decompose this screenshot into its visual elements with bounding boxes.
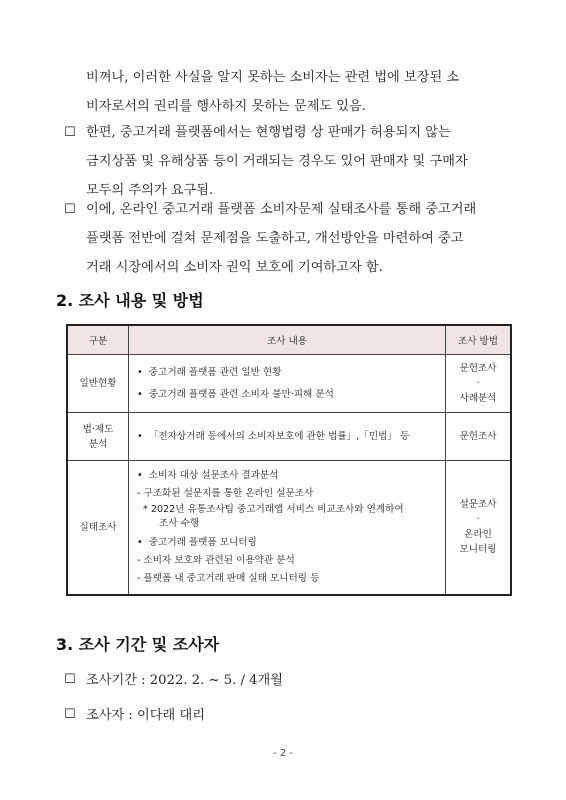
investigator: 조사자 : 이다래 대리: [86, 708, 205, 723]
paragraph1-line-3: 모두의 주의가 요구됨.: [86, 183, 214, 198]
table-row: [67, 461, 511, 595]
checkbox-bullet-icon: ☐: [64, 202, 76, 217]
list-item: • 「전자상거래 등에서의 소비자보호에 관한 법률」,「민법」 등: [137, 430, 410, 442]
row3-category: 실태조사: [67, 461, 129, 595]
checkbox-bullet-icon: ☐: [64, 125, 76, 140]
paragraph1-line-1: 한편, 중고거래 플랫폼에서는 현행법령 상 판매가 허용되지 않는: [86, 125, 451, 140]
header-content: 조사 내용: [129, 325, 446, 355]
checkbox-bullet-icon: ☐: [64, 707, 76, 722]
row2-content: [129, 413, 446, 461]
row1-category: 일반현황: [67, 355, 129, 413]
checkbox-bullet-icon: ☐: [64, 672, 76, 687]
survey-table: [66, 324, 512, 596]
table-row: [67, 413, 511, 461]
row3-content: [129, 461, 446, 595]
row1-method: 문헌조사 · 사례분석: [446, 355, 512, 413]
list-item: - 소비자 보호와 관련된 이용약관 분석: [137, 554, 295, 566]
paragraph2-line-3: 거래 시장에서의 소비자 권익 보호에 기여하고자 함.: [86, 260, 383, 275]
row3-method: 설문조사 · 온라인 모니터링: [446, 461, 512, 595]
list-item: - 구조화된 설문지를 통한 온라인 설문조사: [137, 487, 314, 499]
page-number: - 2 -: [273, 748, 293, 759]
header-category: 구분: [67, 325, 129, 355]
section2-title: 2. 조사 내용 및 방법: [56, 291, 204, 310]
footnote-line: * 2022년 유통조사팀 중고거래앱 서비스 비교조사와 연계하여: [143, 503, 404, 515]
row2-method: 문헌조사: [446, 413, 512, 461]
paragraph2-line-1: 이에, 온라인 중고거래 플랫폼 소비자문제 실태조사를 통해 중고거래: [86, 202, 477, 217]
list-item: • 중고거래 플랫폼 관련 소비자 불만·피해 분석: [137, 388, 334, 400]
survey-period: 조사기간 : 2022. 2. ~ 5. / 4개월: [86, 673, 284, 688]
paragraph1-line-2: 금지상품 및 유해상품 등이 거래되는 경우도 있어 판매자 및 구매자: [86, 154, 468, 169]
paragraph2-line-2: 플랫폼 전반에 걸쳐 문제점을 도출하고, 개선방안을 마련하여 중고: [86, 231, 464, 246]
footnote-line: 조사 수행: [159, 517, 200, 529]
header-method: 조사 방법: [446, 325, 512, 355]
list-item: • 중고거래 플랫폼 모니터링: [137, 536, 257, 548]
row2-category: 법·제도 분석: [67, 413, 129, 461]
intro-line-2: 비자로서의 권리를 행사하지 못하는 문제도 있음.: [86, 99, 366, 114]
table-row: [67, 355, 511, 413]
list-item: • 소비자 대상 설문조사 결과분석: [137, 469, 279, 481]
intro-line-1: 비껴나, 이러한 사실을 알지 못하는 소비자는 관련 법에 보장된 소: [86, 70, 460, 85]
table-header-row: [67, 325, 511, 355]
list-item: - 플랫폼 내 중고거래 판매 실태 모니터링 등: [137, 572, 320, 584]
section3-title: 3. 조사 기간 및 조사자: [56, 635, 220, 654]
row1-content: [129, 355, 446, 413]
list-item: • 중고거래 플랫폼 관련 일반 현황: [137, 366, 282, 378]
